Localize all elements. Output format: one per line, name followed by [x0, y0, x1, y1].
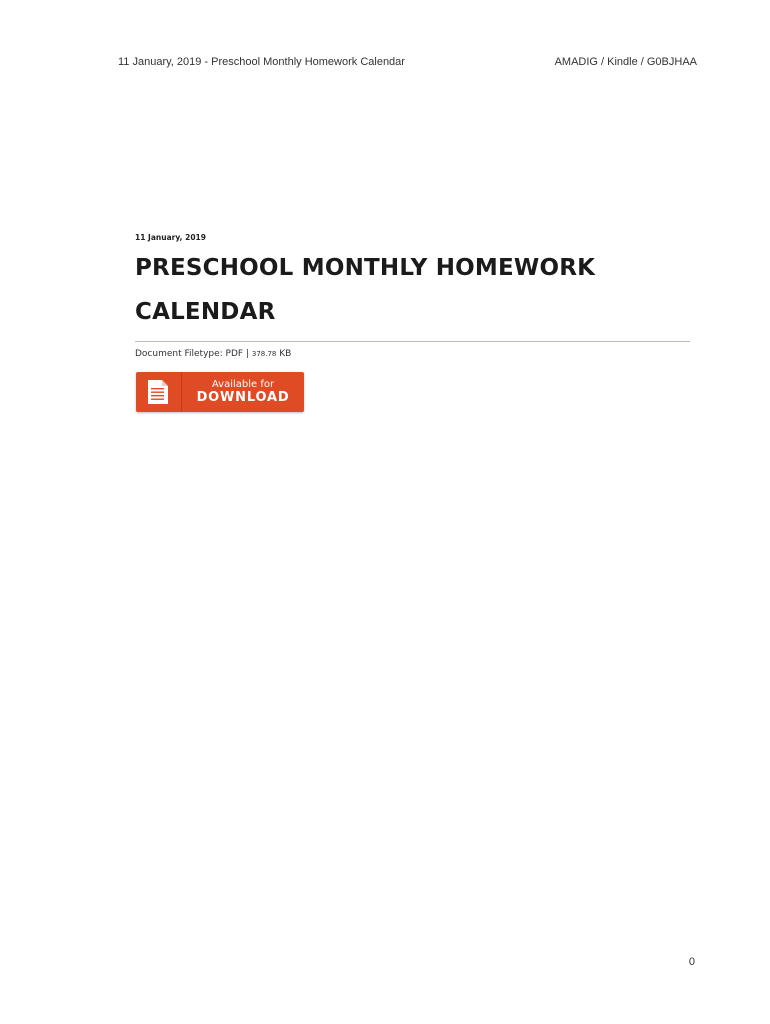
title-divider — [135, 341, 690, 342]
document-title: PRESCHOOL MONTHLY HOMEWORK CALENDAR — [135, 255, 596, 325]
header-breadcrumb: AMADIG / Kindle / G0BJHAA — [554, 56, 697, 68]
document-icon — [147, 379, 169, 405]
download-button[interactable] — [136, 372, 304, 412]
download-button-label-main: DOWNLOAD — [196, 390, 290, 405]
header-title: 11 January, 2019 - Preschool Monthly Homework Calendar — [118, 56, 405, 68]
download-button-label-top: Available for — [211, 379, 275, 390]
filetype-label: Document Filetype: PDF | — [135, 349, 249, 359]
document-filetype — [135, 349, 291, 359]
page-number: 0 — [688, 956, 695, 968]
file-size-value: 378.78 — [251, 350, 277, 358]
document-date: 11 January, 2019 — [135, 233, 206, 242]
file-size-unit: KB — [279, 349, 292, 359]
